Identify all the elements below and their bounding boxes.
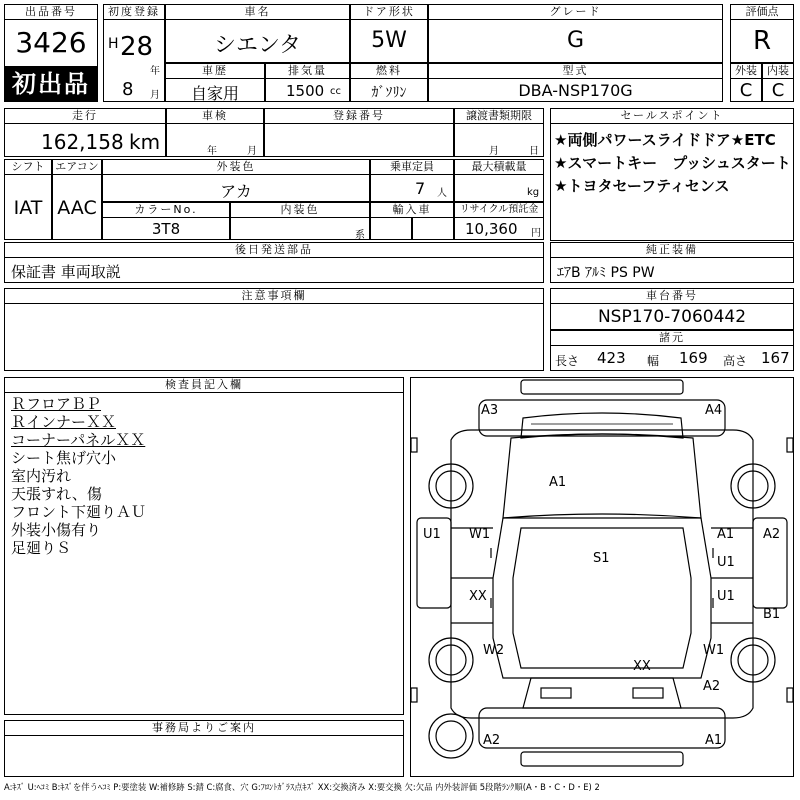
- inspector-note: 室内汚れ: [11, 467, 72, 485]
- displacement-cell: [265, 78, 350, 102]
- height-label: 高さ: [723, 354, 748, 368]
- lot-no-label: 出品番号: [4, 4, 98, 20]
- history-label: 車歴: [165, 63, 265, 79]
- fuel: ｶﾞｿﾘﾝ: [371, 85, 407, 101]
- equipment-label: 純正装備: [550, 242, 794, 258]
- color-label: 外装色: [102, 159, 370, 175]
- reg-no-cell: [264, 123, 454, 157]
- color-no: 3T8: [151, 220, 181, 238]
- grade-cell: [428, 19, 723, 63]
- transfer-cell: [454, 123, 544, 157]
- color-no-label: カラーNo.: [102, 202, 230, 218]
- ac: AAC: [57, 197, 97, 219]
- chassis-label: 車台番号: [550, 288, 794, 304]
- car-name-cell: [165, 19, 350, 63]
- inspector-lines: [11, 395, 146, 557]
- capacity-unit: 人: [437, 188, 447, 199]
- inspection-label: 車検: [166, 108, 264, 124]
- history: 自家用: [190, 84, 239, 103]
- inspector-note: 足廻りＳ: [11, 539, 72, 557]
- inspector-note: コーナーパネルＸＸ: [11, 431, 146, 449]
- exterior-label: 外装: [730, 63, 762, 79]
- mileage-cell: [4, 123, 166, 157]
- ac-label: エアコン: [52, 159, 102, 175]
- mark-a1-bottom: A1: [705, 733, 723, 748]
- shift: IAT: [13, 197, 43, 219]
- model-cell: [428, 78, 723, 102]
- max-load-cell: [454, 174, 544, 202]
- width-label: 幅: [647, 354, 660, 368]
- color-cell: [102, 174, 370, 202]
- caution-label: 注意事項欄: [4, 288, 544, 304]
- chassis-cell: [550, 303, 794, 330]
- era: H: [108, 36, 119, 52]
- reg-no-label: 登録番号: [264, 108, 454, 124]
- int-color-cell: [230, 217, 370, 240]
- grade-label: グレード: [428, 4, 723, 20]
- car-name-label: 車名: [165, 4, 350, 20]
- mark-u1-left: U1: [423, 527, 441, 542]
- max-load-unit: kg: [527, 187, 540, 198]
- height: 167: [761, 349, 790, 367]
- reg-year: 28: [120, 32, 154, 62]
- mark-a2-mid: A2: [703, 679, 721, 694]
- mark-u1-mid: U1: [717, 555, 735, 570]
- year-unit: 年: [150, 66, 160, 77]
- dims-label: 諸元: [550, 330, 794, 346]
- length-label: 長さ: [555, 354, 580, 368]
- later-parts-label: 後日発送部品: [4, 242, 544, 258]
- color-no-cell: [102, 217, 230, 240]
- inspector-note: フロント下廻りＡＵ: [11, 503, 147, 521]
- shift-label: シフト: [4, 159, 52, 175]
- inspector-note: ＲインナーＸＸ: [11, 413, 117, 431]
- exterior-grade: C: [739, 80, 753, 101]
- mark-b1: B1: [763, 607, 781, 622]
- history-cell: [165, 78, 265, 102]
- displacement-label: 排気量: [265, 63, 350, 79]
- first-listing-badge: 初出品: [4, 66, 98, 102]
- displacement: 1500: [286, 82, 325, 100]
- inspector-label: 検査員記入欄: [4, 377, 404, 393]
- capacity: 7: [415, 179, 426, 198]
- mark-s1: S1: [593, 551, 610, 566]
- inspection-cell: [166, 123, 264, 157]
- mileage-unit: km: [129, 130, 161, 154]
- month-unit: 月: [150, 90, 160, 101]
- recycle-unit: 円: [531, 228, 541, 239]
- sales-point-1: ★両側パワースライドドア★ETC: [554, 131, 776, 149]
- door: 5W: [371, 28, 407, 53]
- legend: A:ｷｽﾞ U:ﾍｺﾐ B:ｷｽﾞを伴うﾍｺﾐ P:要塗装 W:補修跡 S:錆 C:腐食、穴 G:ﾌﾛﾝﾄｶﾞﾗｽ点ｷｽﾞ XX:交換済み X:要交換 欠:欠品 内外装評価 5段階ﾗﾝｸ順(A・B・C・D・E) 2: [4, 782, 600, 792]
- inspector-cell: [4, 392, 404, 715]
- sales-points-cell: [550, 123, 794, 241]
- ac-cell: [52, 174, 102, 240]
- model-label: 型式: [428, 63, 723, 79]
- later-parts: 保証書 車両取説: [11, 263, 121, 281]
- lot-no-cell: [4, 19, 98, 67]
- import-label: 輸入車: [370, 202, 454, 218]
- mark-w1-right: W1: [703, 643, 725, 658]
- dims-cell: [550, 345, 794, 371]
- model: DBA-NSP170G: [518, 81, 633, 100]
- interior-label: 内装: [762, 63, 794, 79]
- width: 169: [679, 349, 708, 367]
- later-parts-cell: [4, 257, 544, 283]
- car-name: シエンタ: [213, 33, 302, 58]
- lot-no: 3426: [15, 26, 87, 59]
- first-reg-label: 初度登録: [103, 4, 165, 20]
- displacement-unit: cc: [330, 86, 341, 97]
- inspection-year-unit: 年: [207, 146, 217, 157]
- door-cell: [350, 19, 428, 63]
- sales-point-2: ★スマートキー プッシュスタート: [554, 154, 791, 172]
- grade: G: [566, 28, 585, 53]
- import-cell-b: [412, 217, 454, 240]
- capacity-label: 乗車定員: [370, 159, 454, 175]
- chassis-no: NSP170-7060442: [597, 307, 747, 327]
- mark-xx-left: XX: [469, 589, 487, 604]
- damage-diagram: [410, 377, 794, 777]
- mileage: 162,158: [41, 130, 124, 154]
- inspector-note: シート焦げ穴小: [11, 449, 117, 467]
- mileage-label: 走行: [4, 108, 166, 124]
- reg-month: 8: [122, 79, 134, 100]
- transfer-label: 譲渡書類期限: [454, 108, 544, 124]
- fuel-cell: [350, 78, 428, 102]
- mark-u1-lower: U1: [717, 589, 735, 604]
- length: 423: [597, 349, 626, 367]
- exterior-grade-cell: [730, 78, 762, 102]
- mark-w1-left: W1: [469, 527, 491, 542]
- mark-xx-rear: XX: [633, 659, 651, 674]
- inspector-note: 天張すれ、傷: [11, 485, 102, 503]
- transfer-day-unit: 日: [529, 146, 539, 157]
- recycle-cell: [454, 217, 544, 240]
- door-label: ドア形状: [350, 4, 428, 20]
- import-cell-a: [370, 217, 412, 240]
- first-reg-cell: [103, 19, 165, 102]
- inspector-note: 外装小傷有り: [11, 521, 102, 539]
- inspection-month-unit: 月: [247, 146, 257, 157]
- equipment-cell: [550, 257, 794, 283]
- office-label: 事務局よりご案内: [4, 720, 404, 736]
- inspector-note: ＲフロアＢＰ: [11, 395, 102, 413]
- mark-a4: A4: [705, 403, 723, 418]
- mark-a3: A3: [481, 403, 499, 418]
- recycle-label: リサイクル預託金: [454, 202, 544, 218]
- sales-points-label: セールスポイント: [550, 108, 794, 124]
- int-color-label: 内装色: [230, 202, 370, 218]
- mark-w2: W2: [483, 643, 505, 658]
- car-diagram-svg: [411, 378, 793, 776]
- mark-a2-right: A2: [763, 527, 781, 542]
- fuel-label: 燃料: [350, 63, 428, 79]
- score-label: 評価点: [730, 4, 794, 20]
- mark-a1-top: A1: [549, 475, 567, 490]
- shift-cell: [4, 174, 52, 240]
- color: アカ: [220, 182, 252, 201]
- score: R: [752, 26, 772, 56]
- caution-cell: [4, 303, 544, 371]
- interior-grade-cell: [762, 78, 794, 102]
- capacity-cell: [370, 174, 454, 202]
- mark-a2-bottom: A2: [483, 733, 501, 748]
- score-cell: [730, 19, 794, 63]
- recycle: 10,360: [465, 220, 518, 238]
- equipment: ｴｱB ｱﾙﾐ PS PW: [557, 265, 655, 281]
- interior-grade: C: [771, 80, 785, 101]
- sales-point-3: ★トヨタセーフティセンス: [554, 177, 730, 195]
- transfer-month-unit: 月: [489, 146, 499, 157]
- mark-a1-right: A1: [717, 527, 735, 542]
- int-color-unit: 系: [355, 230, 365, 241]
- office-cell: [4, 735, 404, 777]
- max-load-label: 最大積載量: [454, 159, 544, 175]
